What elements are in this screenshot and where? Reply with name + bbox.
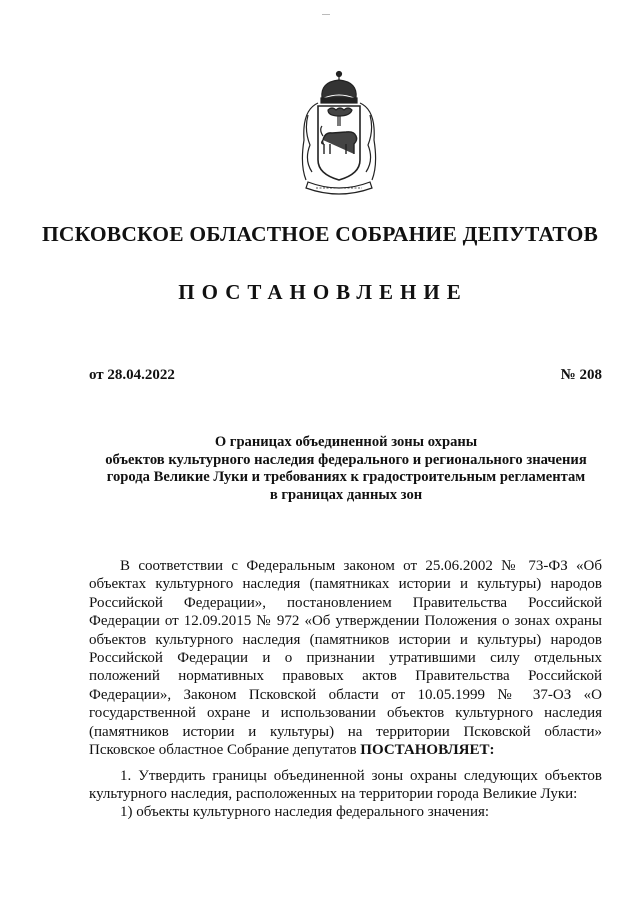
item-1-1-text: 1) объекты культурного наследия федерального значения: (120, 804, 490, 820)
preamble-text: В соответствии с Федеральным законом от 25.06.2002 № 73-ФЗ «Об объектах культурного наследия (памятниках истории и культуры) народов Российской Федерации», постановлением Правительства Российской Федерации от 12.09.2015 № 972 «Об утверждении Положения о зонах охраны объектов культурного наследия (памятников истории и культуры) народов Российской Федерации и о признании утратившими силу отдельных положений нормативных правовых актов Правительства Российской Федерации», Законом Псковской области от 10.05.1999 № 37-ОЗ «О государственной охране и использовании объектов культурного наследия (памятников истории и культуры) на территории Псковской области» Псковское областное Собрание депутатов (89, 558, 602, 759)
scan-mark (322, 14, 330, 15)
subject-line: в границах данных зон (269, 486, 423, 503)
coat-of-arms-emblem (294, 70, 384, 200)
document-subject (85, 434, 607, 504)
resolves-keyword: ПОСТАНОВЛЯЕТ: (360, 742, 495, 759)
subject-line: объектов культурного наследия федерального и регионального значения (105, 451, 587, 468)
item-1-1-paragraph (89, 803, 602, 821)
preamble-paragraph (89, 557, 602, 759)
subject-line: города Великие Луки и требованиях к градостроительным регламентам (106, 469, 586, 485)
organization-title: ПСКОВСКОЕ ОБЛАСТНОЕ СОБРАНИЕ ДЕПУТАТОВ (41, 222, 599, 246)
document-number: № 208 (560, 367, 602, 383)
item-1-paragraph (89, 767, 602, 804)
document-date: от 28.04.2022 (89, 367, 175, 383)
document-type-heading: ПОСТАНОВЛЕНИЕ (178, 280, 468, 304)
subject-line: О границах объединенной зоны охраны (214, 434, 478, 450)
item-1-text: 1. Утвердить границы объединенной зоны охраны следующих объектов культурного наследия, расположенных на территории города Великие Луки: (89, 768, 602, 803)
